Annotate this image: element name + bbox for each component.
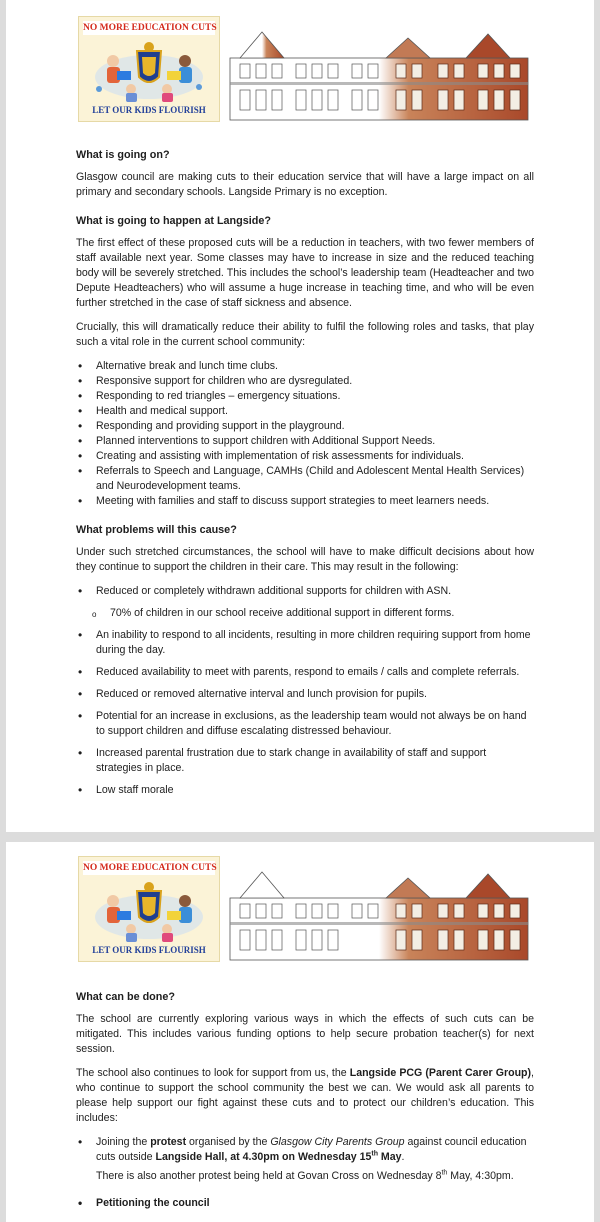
list-subitem: o 70% of children in our school receive additional support in different forms. bbox=[76, 606, 534, 621]
list-item: • Planned interventions to support children with Additional Support Needs. bbox=[76, 434, 534, 449]
section-heading: What can be done? bbox=[76, 991, 175, 1003]
list-item: • Potential for an increase in exclusions, as the leadership team would not always be on hand to support children and diffuse escalating distressed behaviour. bbox=[76, 709, 534, 739]
list-item: • Increased parental frustration due to stark change in availability of staff and support strategies in place. bbox=[76, 746, 534, 776]
list-item: • Joining the protest organised by the Glasgow City Parents Group against council education cuts outside Langside Hall, at 4.30pm on Wednesday 15th May. bbox=[76, 1135, 534, 1165]
list-item: • Referrals to Speech and Language, CAMHs (Child and Adolescent Mental Health Services) and Neurodevelopment teams. bbox=[76, 464, 534, 494]
page-header bbox=[76, 854, 536, 964]
list-item: • Low staff morale bbox=[76, 783, 534, 798]
paragraph: Under such stretched circumstances, the school will have to make difficult decisions about how they continue to support the children in their care. This may result in the following: bbox=[76, 546, 534, 573]
list-item: • Responding to red triangles – emergency situations. bbox=[76, 389, 534, 404]
banner-slogan: LET OUR KIDS FLOURISH bbox=[92, 945, 206, 955]
section-heading: What is going to happen at Langside? bbox=[76, 215, 271, 227]
list-item: • Creating and assisting with implementation of risk assessments for individuals. bbox=[76, 449, 534, 464]
section-heading: What is going on? bbox=[76, 149, 170, 161]
school-building-illustration bbox=[226, 864, 532, 962]
page-header bbox=[76, 14, 536, 124]
section-problems bbox=[76, 523, 534, 798]
campaign-banner bbox=[78, 16, 220, 122]
list-item: • Alternative break and lunch time clubs. bbox=[76, 359, 534, 374]
campaign-banner bbox=[78, 856, 220, 962]
list-item: • Responsive support for children who are dysregulated. bbox=[76, 374, 534, 389]
list-item: • Health and medical support. bbox=[76, 404, 534, 419]
list-item: • Responding and providing support in the playground. bbox=[76, 419, 534, 434]
roles-list bbox=[76, 359, 534, 509]
list-item: • Petitioning the council bbox=[76, 1196, 534, 1211]
paragraph: The first effect of these proposed cuts will be a reduction in teachers, with two fewer members of staff available next year. Some classes may have to increase in size and the reduced teaching body will be severely stretched. This includes the school’s leadership team (Headteacher and two Depute Headteachers) who will assume a huge increase in teaching time, and who will be even further stretched in the case of staff sickness and absence. bbox=[76, 237, 534, 309]
list-note: There is also another protest being held at Govan Cross on Wednesday 8th May, 4:30pm. bbox=[96, 1169, 514, 1182]
page-1-body bbox=[76, 148, 534, 812]
list-item: • Reduced availability to meet with parents, respond to emails / calls and complete referrals. bbox=[76, 665, 534, 680]
paragraph: Glasgow council are making cuts to their education service that will have a large impact on all primary and secondary schools. Langside Primary is no exception. bbox=[76, 171, 534, 198]
section-heading: What problems will this cause? bbox=[76, 524, 237, 536]
list-item: • Reduced or removed alternative interval and lunch provision for pupils. bbox=[76, 687, 534, 702]
paragraph: The school also continues to look for support from us, the Langside PCG (Parent Carer Group), who continue to support the school community the best we can. We would ask all parents to please help support our fight against these cuts and to protect our children’s education. This includes: bbox=[76, 1067, 534, 1124]
problems-list bbox=[76, 584, 534, 798]
paragraph: The school are currently exploring various ways in which the effects of such cuts can be mitigated. This includes various funding options to help secure probation teacher(s) for next session. bbox=[76, 1013, 534, 1055]
children-crest-illustration bbox=[87, 877, 211, 943]
children-crest-illustration bbox=[87, 37, 211, 103]
document-page-2 bbox=[6, 842, 594, 1222]
banner-title: NO MORE EDUCATION CUTS bbox=[83, 23, 217, 33]
list-item: • Reduced or completely withdrawn additional supports for children with ASN. bbox=[76, 584, 534, 599]
list-item: • Meeting with families and staff to discuss support strategies to meet learners needs. bbox=[76, 494, 534, 509]
banner-title: NO MORE EDUCATION CUTS bbox=[83, 863, 217, 873]
school-building-illustration bbox=[226, 24, 532, 122]
section-what-is-going-on bbox=[76, 148, 534, 200]
banner-slogan: LET OUR KIDS FLOURISH bbox=[92, 105, 206, 115]
document-page-1 bbox=[6, 0, 594, 832]
paragraph: Crucially, this will dramatically reduce their ability to fulfil the following roles and tasks, that play such a vital role in the current school community: bbox=[76, 321, 534, 348]
list-item: • An inability to respond to all incidents, resulting in more children requiring support from home during the day. bbox=[76, 628, 534, 658]
page-2-body bbox=[76, 990, 534, 1221]
pcg-name: Langside PCG (Parent Carer Group) bbox=[349, 1067, 532, 1079]
section-langside-impact bbox=[76, 214, 534, 509]
